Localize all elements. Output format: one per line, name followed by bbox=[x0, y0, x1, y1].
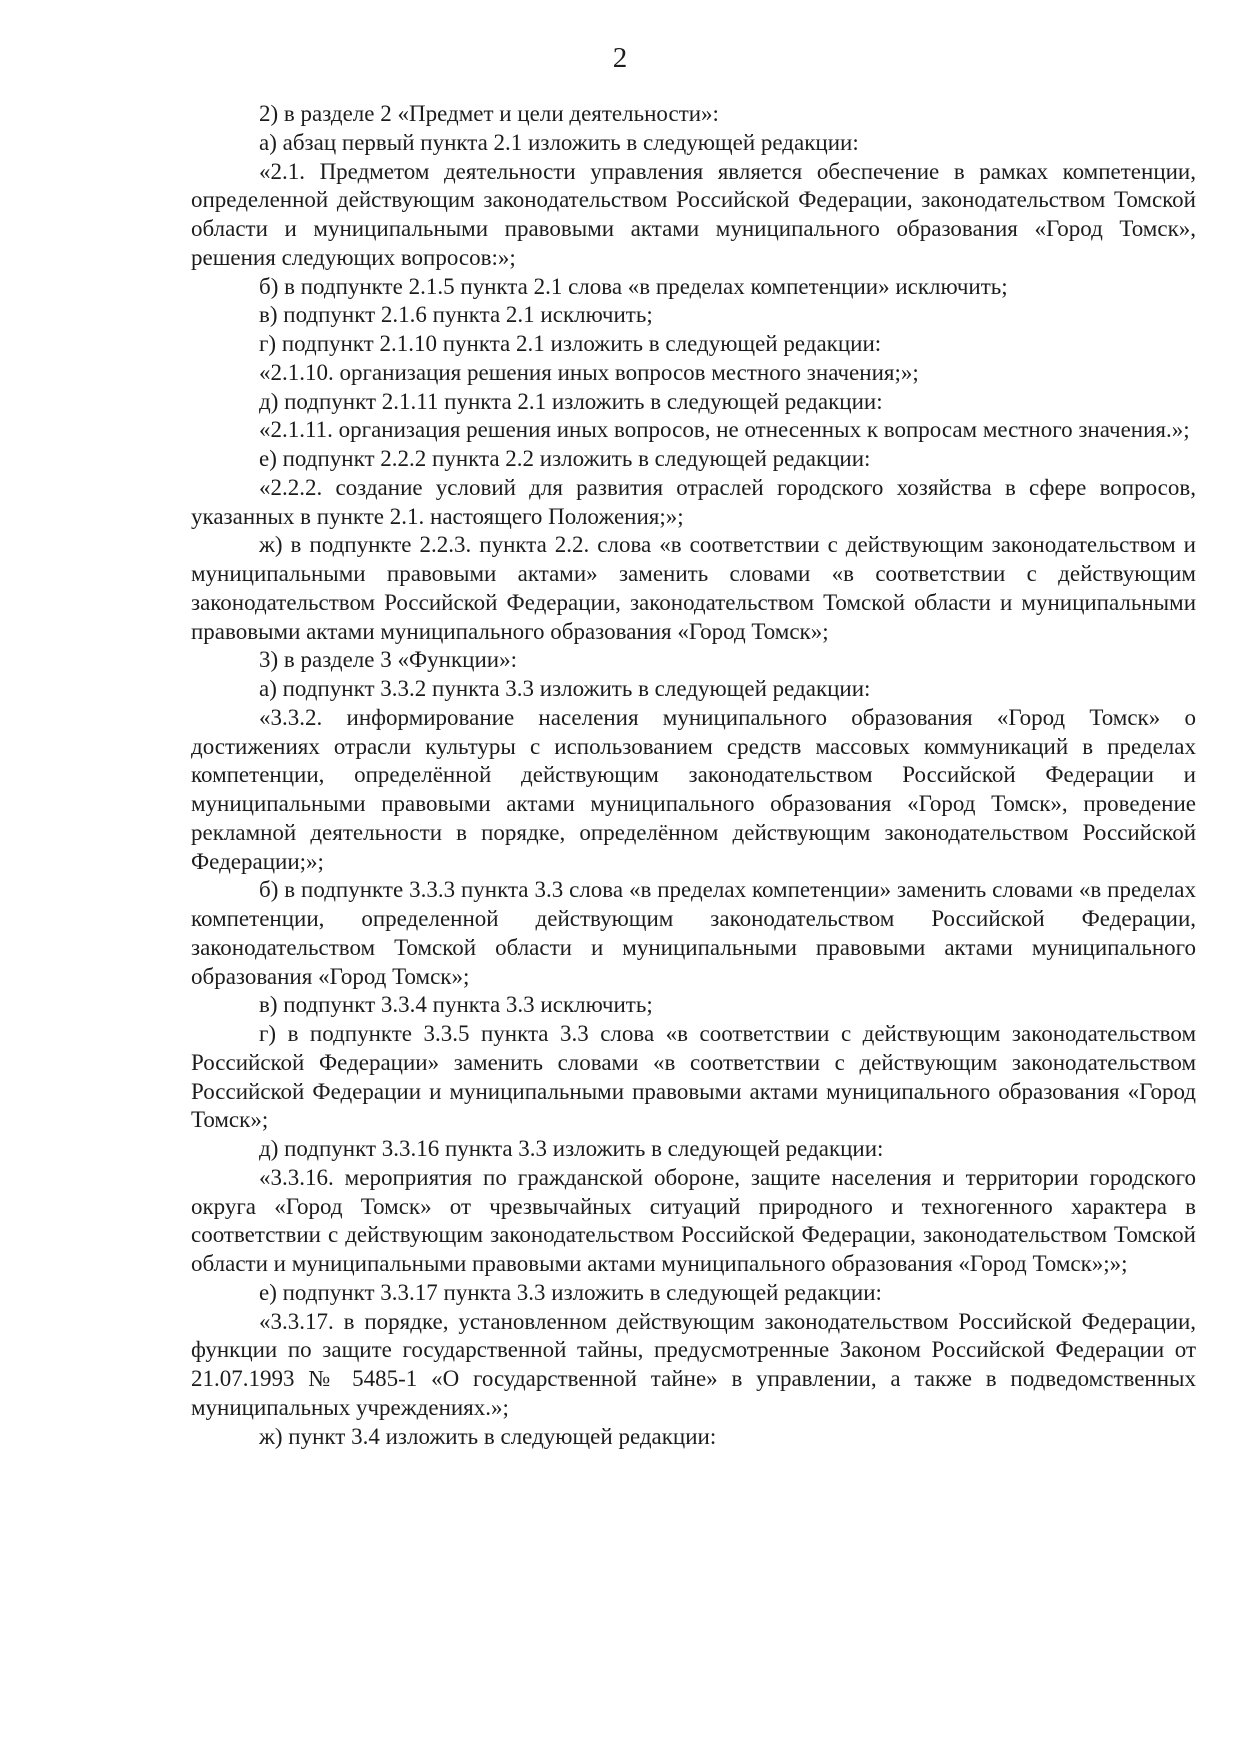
paragraph: д) подпункт 2.1.11 пункта 2.1 изложить в следующей редакции: bbox=[259, 388, 883, 414]
document-body bbox=[191, 100, 1196, 1451]
paragraph: «2.1. Предметом деятельности управления является обеспечение в рамках компетенции, определенной действующим законодательством Российской Федерации, законодательством Томской области и муниципальными правовыми актами муниципального образования «Город Томск», решения следующих вопросов:»; bbox=[191, 158, 1196, 270]
paragraph: в) подпункт 3.3.4 пункта 3.3 исключить; bbox=[259, 992, 653, 1018]
paragraph: «2.2.2. создание условий для развития отраслей городского хозяйства в сфере вопросов, указанных в пункте 2.1. настоящего Положения;»; bbox=[191, 474, 1196, 529]
paragraph: «3.3.2. информирование населения муниципального образования «Город Томск» о достижениях отрасли культуры с использованием средств массовых коммуникаций в пределах компетенции, определённой действующим законодательством Российской Федерации и муниципальными правовыми актами муниципального образования «Город Томск», проведение рекламной деятельности в порядке, определённом действующим законодательством Российской Федерации;»; bbox=[191, 704, 1196, 874]
paragraph: 2) в разделе 2 «Предмет и цели деятельности»: bbox=[259, 101, 719, 126]
paragraph: е) подпункт 2.2.2 пункта 2.2 изложить в следующей редакции: bbox=[259, 446, 871, 471]
paragraph: «2.1.11. организация решения иных вопросов, не отнесенных к вопросам местного значения.»; bbox=[259, 417, 1190, 443]
paragraph: ж) пункт 3.4 изложить в следующей редакции: bbox=[259, 1423, 717, 1449]
page-number: 2 bbox=[612, 42, 628, 74]
paragraph: «3.3.17. в порядке, установленном действующим законодательством Российской Федерации, функции по защите государственной тайны, предусмотренные Законом Российской Федерации от 21.07.1993 № 5485-1 «О государственной тайне» в управлении, а также в подведомственных муниципальных учреждениях.»; bbox=[191, 1308, 1196, 1420]
paragraph: г) в подпункте 3.3.5 пункта 3.3 слова «в соответствии с действующим законодательством Российской Федерации» заменить словами «в соответствии с действующим законодательством Российской Федерации и муниципальными правовыми актами муниципального образования «Город Томск»; bbox=[191, 1021, 1196, 1133]
paragraph: е) подпункт 3.3.17 пункта 3.3 изложить в следующей редакции: bbox=[259, 1279, 882, 1305]
paragraph: д) подпункт 3.3.16 пункта 3.3 изложить в следующей редакции: bbox=[259, 1136, 884, 1161]
paragraph: г) подпункт 2.1.10 пункта 2.1 изложить в следующей редакции: bbox=[259, 331, 882, 356]
paragraph: б) в подпункте 3.3.3 пункта 3.3 слова «в пределах компетенции» заменить словами «в пределах компетенции, определенной действующим законодательством Российской Федерации, законодательством Томской области и муниципальными правовыми актами муниципального образования «Город Томск»; bbox=[191, 877, 1196, 989]
paragraph: «2.1.10. организация решения иных вопросов местного значения;»; bbox=[259, 359, 919, 385]
paragraph: 3) в разделе 3 «Функции»: bbox=[259, 647, 517, 673]
paragraph: «3.3.16. мероприятия по гражданской обороне, защите населения и территории городского округа «Город Томск» от чрезвычайных ситуаций природного и техногенного характера в соответствии с действующим законодательством Российской Федерации, законодательством Томской области и муниципальными правовыми актами муниципального образования «Город Томск»;»; bbox=[191, 1164, 1196, 1276]
paragraph: а) подпункт 3.3.2 пункта 3.3 изложить в следующей редакции: bbox=[259, 676, 871, 701]
paragraph: в) подпункт 2.1.6 пункта 2.1 исключить; bbox=[259, 302, 653, 328]
paragraph: а) абзац первый пункта 2.1 изложить в следующей редакции: bbox=[259, 129, 859, 155]
paragraph: ж) в подпункте 2.2.3. пункта 2.2. слова «в соответствии с действующим законодательством и муниципальными правовыми актами» заменить словами «в соответствии с действующим законодательством Российской Федерации, законодательством Томской области и муниципальными правовыми актами муниципального образования «Город Томск»; bbox=[191, 532, 1196, 644]
paragraph: б) в подпункте 2.1.5 пункта 2.1 слова «в пределах компетенции» исключить; bbox=[259, 273, 1008, 299]
